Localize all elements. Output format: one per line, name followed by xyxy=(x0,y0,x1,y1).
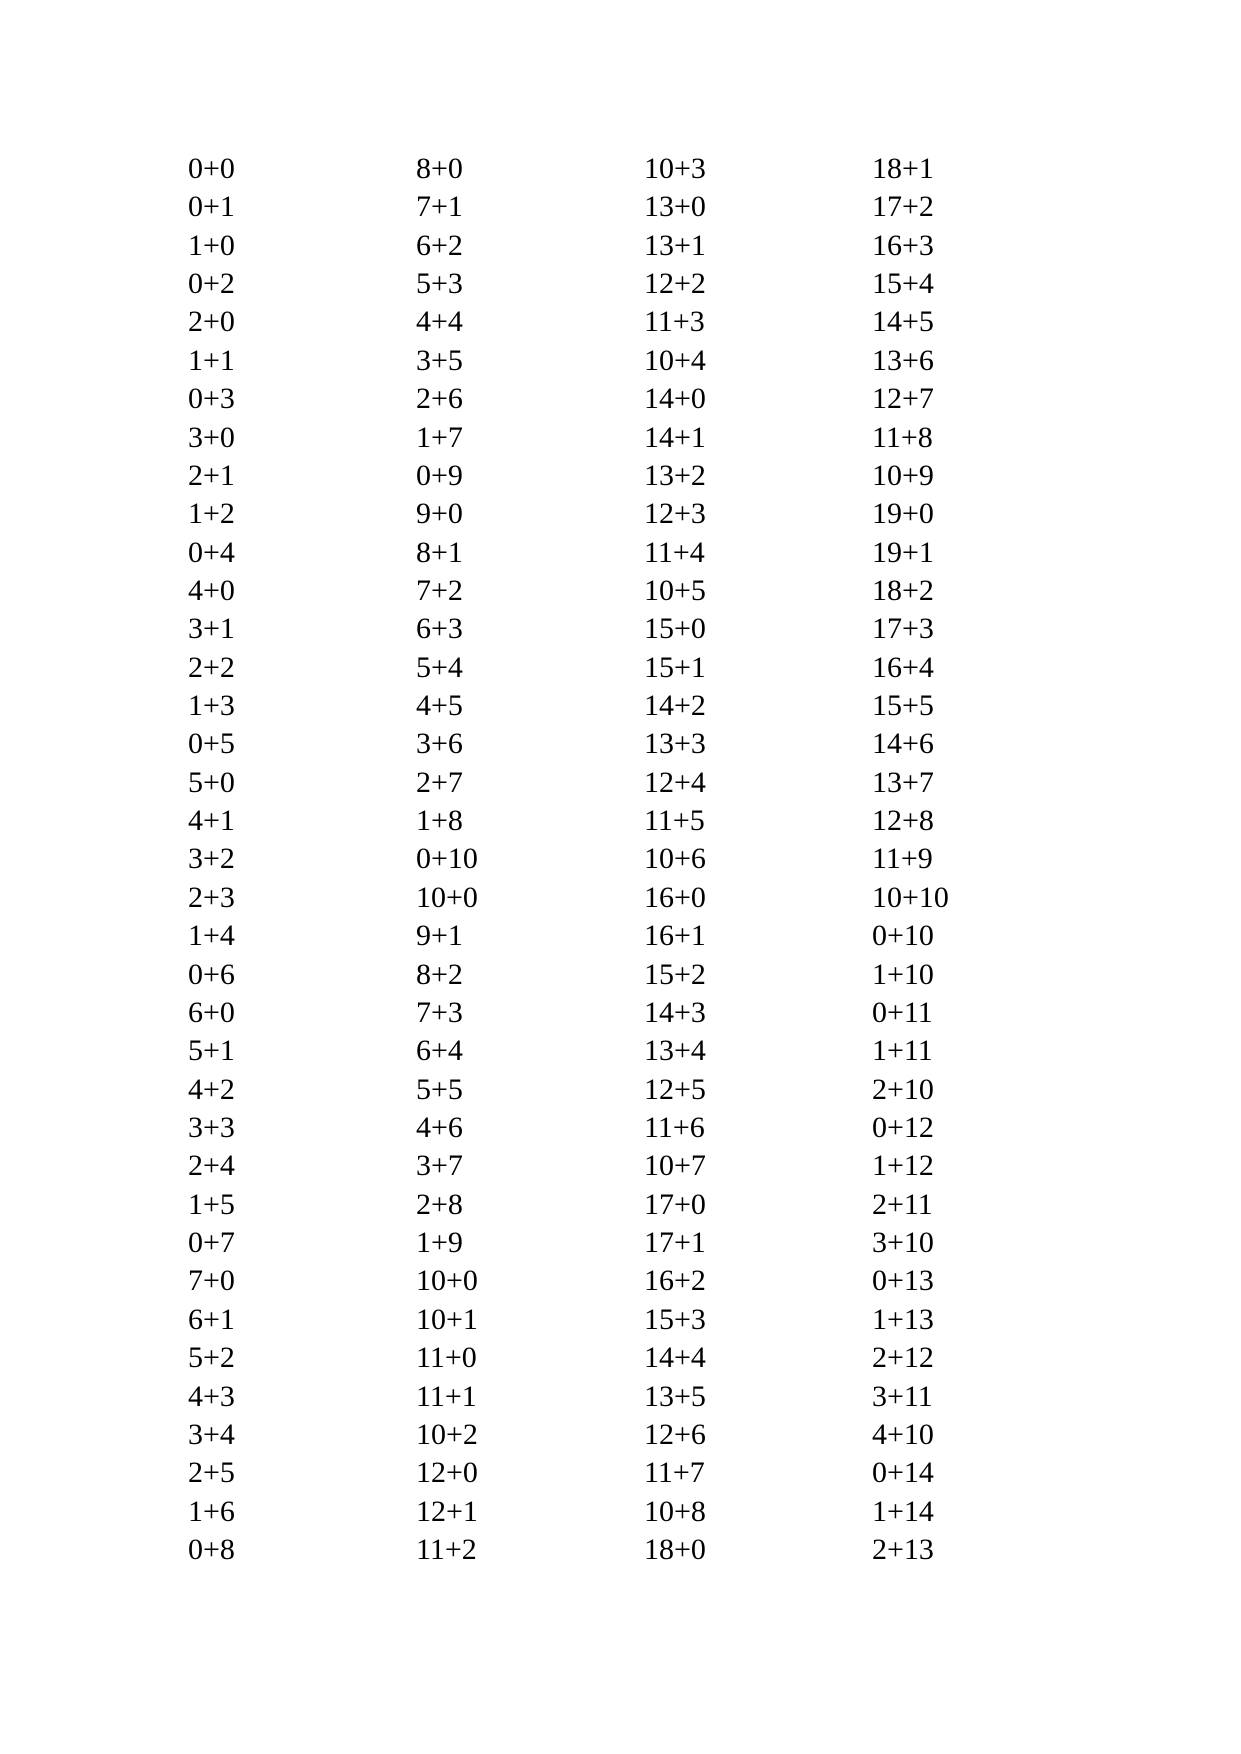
addition-problem: 6+2 xyxy=(416,228,463,262)
addition-problem: 7+3 xyxy=(416,995,463,1029)
addition-problem: 11+1 xyxy=(416,1379,477,1413)
addition-problem: 0+11 xyxy=(872,995,933,1029)
addition-problem: 1+9 xyxy=(416,1226,463,1260)
problem-column-4 xyxy=(872,150,1072,1569)
addition-problem: 1+14 xyxy=(872,1494,934,1528)
addition-problem: 0+4 xyxy=(188,535,235,569)
addition-problem: 2+5 xyxy=(188,1456,235,1490)
addition-problem: 0+6 xyxy=(188,957,235,991)
addition-problem: 10+5 xyxy=(644,573,706,607)
addition-problem: 13+0 xyxy=(644,190,706,224)
addition-problem: 10+7 xyxy=(644,1149,706,1183)
addition-problem: 13+6 xyxy=(872,343,934,377)
addition-problem: 10+0 xyxy=(416,1264,478,1298)
addition-problem: 3+11 xyxy=(872,1379,933,1413)
addition-problem: 2+13 xyxy=(872,1532,934,1566)
addition-problem: 1+11 xyxy=(872,1034,933,1068)
addition-problem: 12+7 xyxy=(872,382,934,416)
addition-problem: 2+1 xyxy=(188,458,235,492)
addition-problem: 14+2 xyxy=(644,689,706,723)
addition-problem: 1+13 xyxy=(872,1302,934,1336)
addition-problem: 7+1 xyxy=(416,190,463,224)
addition-problem: 3+10 xyxy=(872,1226,934,1260)
problem-column-2 xyxy=(416,150,616,1569)
addition-problem: 7+2 xyxy=(416,573,463,607)
addition-problem: 16+0 xyxy=(644,880,706,914)
addition-problem: 16+4 xyxy=(872,650,934,684)
addition-problem: 19+0 xyxy=(872,497,934,531)
addition-problem: 12+5 xyxy=(644,1072,706,1106)
addition-problem: 12+4 xyxy=(644,765,706,799)
addition-problem: 14+0 xyxy=(644,382,706,416)
addition-problem: 0+3 xyxy=(188,382,235,416)
addition-problem: 2+3 xyxy=(188,880,235,914)
addition-problem: 9+1 xyxy=(416,919,463,953)
addition-problem: 0+13 xyxy=(872,1264,934,1298)
addition-problem: 2+2 xyxy=(188,650,235,684)
addition-problem: 4+10 xyxy=(872,1417,934,1451)
addition-problem: 2+11 xyxy=(872,1187,933,1221)
addition-problem: 10+10 xyxy=(872,880,949,914)
addition-problem: 0+0 xyxy=(188,152,235,185)
addition-problem: 10+0 xyxy=(416,880,478,914)
addition-problem: 10+4 xyxy=(644,343,706,377)
addition-problem: 11+4 xyxy=(644,535,705,569)
addition-problem: 1+7 xyxy=(416,420,463,454)
addition-problem: 12+3 xyxy=(644,497,706,531)
addition-problem: 3+7 xyxy=(416,1149,463,1183)
addition-problem: 15+3 xyxy=(644,1302,706,1336)
addition-problem: 2+0 xyxy=(188,305,235,339)
addition-problem: 5+1 xyxy=(188,1034,235,1068)
addition-problem: 2+4 xyxy=(188,1149,235,1183)
addition-problem: 11+8 xyxy=(872,420,933,454)
addition-problem: 11+5 xyxy=(644,804,705,838)
addition-problem: 17+3 xyxy=(872,612,934,646)
addition-problem: 1+0 xyxy=(188,228,235,262)
addition-problem: 11+6 xyxy=(644,1110,705,1144)
addition-problem: 7+0 xyxy=(188,1264,235,1298)
addition-problem: 1+1 xyxy=(188,343,235,377)
addition-problem: 1+2 xyxy=(188,497,235,531)
addition-problem: 15+2 xyxy=(644,957,706,991)
addition-problem: 11+7 xyxy=(644,1456,705,1490)
addition-problem: 13+4 xyxy=(644,1034,706,1068)
addition-problem: 16+1 xyxy=(644,919,706,953)
addition-problem: 4+3 xyxy=(188,1379,235,1413)
addition-problem: 4+5 xyxy=(416,689,463,723)
addition-problem: 3+4 xyxy=(188,1417,235,1451)
addition-problem: 13+3 xyxy=(644,727,706,761)
addition-problem: 6+1 xyxy=(188,1302,235,1336)
addition-problem: 3+6 xyxy=(416,727,463,761)
addition-problem: 1+3 xyxy=(188,689,235,723)
addition-problem: 10+3 xyxy=(644,152,706,185)
addition-problem: 6+4 xyxy=(416,1034,463,1068)
addition-problem: 13+7 xyxy=(872,765,934,799)
addition-problem: 3+0 xyxy=(188,420,235,454)
addition-problem: 1+12 xyxy=(872,1149,934,1183)
addition-problem: 3+3 xyxy=(188,1110,235,1144)
addition-problem: 11+9 xyxy=(872,842,933,876)
addition-problem: 0+8 xyxy=(188,1532,235,1566)
addition-problem: 19+1 xyxy=(872,535,934,569)
addition-problem: 1+4 xyxy=(188,919,235,953)
addition-problem: 18+0 xyxy=(644,1532,706,1566)
addition-problem: 2+6 xyxy=(416,382,463,416)
addition-problem: 12+0 xyxy=(416,1456,478,1490)
addition-problem: 13+5 xyxy=(644,1379,706,1413)
addition-problem: 10+1 xyxy=(416,1302,478,1336)
addition-problem: 5+3 xyxy=(416,267,463,301)
addition-problem: 0+1 xyxy=(188,190,235,224)
addition-problem: 15+5 xyxy=(872,689,934,723)
addition-problem: 5+4 xyxy=(416,650,463,684)
addition-problem: 11+2 xyxy=(416,1532,477,1566)
addition-problem: 17+0 xyxy=(644,1187,706,1221)
addition-problem: 14+3 xyxy=(644,995,706,1029)
problem-column-3 xyxy=(644,150,844,1569)
addition-problem: 11+0 xyxy=(416,1341,477,1375)
addition-problem: 16+3 xyxy=(872,228,934,262)
addition-problem: 4+2 xyxy=(188,1072,235,1106)
addition-problem: 16+2 xyxy=(644,1264,706,1298)
addition-problem: 12+6 xyxy=(644,1417,706,1451)
addition-problem: 14+5 xyxy=(872,305,934,339)
addition-problem: 5+5 xyxy=(416,1072,463,1106)
addition-problem: 0+14 xyxy=(872,1456,934,1490)
addition-problem: 0+10 xyxy=(872,919,934,953)
addition-problem: 10+9 xyxy=(872,458,934,492)
addition-problem: 0+2 xyxy=(188,267,235,301)
addition-problem: 13+2 xyxy=(644,458,706,492)
addition-problem: 15+1 xyxy=(644,650,706,684)
addition-problem: 8+2 xyxy=(416,957,463,991)
addition-problem: 10+2 xyxy=(416,1417,478,1451)
addition-problem: 14+6 xyxy=(872,727,934,761)
addition-problem: 13+1 xyxy=(644,228,706,262)
addition-problem: 9+0 xyxy=(416,497,463,531)
addition-problem: 0+7 xyxy=(188,1226,235,1260)
addition-problem: 6+3 xyxy=(416,612,463,646)
addition-problem: 15+0 xyxy=(644,612,706,646)
addition-problem: 12+8 xyxy=(872,804,934,838)
addition-problem: 18+2 xyxy=(872,573,934,607)
addition-problem: 4+6 xyxy=(416,1110,463,1144)
addition-problem: 3+1 xyxy=(188,612,235,646)
addition-problem: 4+4 xyxy=(416,305,463,339)
addition-problem: 1+5 xyxy=(188,1187,235,1221)
addition-problem: 17+2 xyxy=(872,190,934,224)
addition-problem: 12+1 xyxy=(416,1494,478,1528)
addition-problem: 10+6 xyxy=(644,842,706,876)
addition-problem: 17+1 xyxy=(644,1226,706,1260)
addition-problem: 0+12 xyxy=(872,1110,934,1144)
addition-problem: 3+2 xyxy=(188,842,235,876)
addition-problem: 4+1 xyxy=(188,804,235,838)
addition-problem: 1+6 xyxy=(188,1494,235,1528)
addition-problem: 15+4 xyxy=(872,267,934,301)
addition-problem: 0+9 xyxy=(416,458,463,492)
problem-column-1 xyxy=(188,150,388,1569)
addition-problem: 5+0 xyxy=(188,765,235,799)
addition-problem: 3+5 xyxy=(416,343,463,377)
addition-problem: 2+8 xyxy=(416,1187,463,1221)
addition-problem: 11+3 xyxy=(644,305,705,339)
addition-problem: 4+0 xyxy=(188,573,235,607)
addition-problem: 0+5 xyxy=(188,727,235,761)
addition-problem: 8+0 xyxy=(416,152,463,185)
addition-problem: 5+2 xyxy=(188,1341,235,1375)
addition-problem: 2+12 xyxy=(872,1341,934,1375)
addition-problem: 0+10 xyxy=(416,842,478,876)
addition-problem: 14+1 xyxy=(644,420,706,454)
addition-problem: 6+0 xyxy=(188,995,235,1029)
addition-problem: 14+4 xyxy=(644,1341,706,1375)
addition-problem: 2+7 xyxy=(416,765,463,799)
addition-problem: 8+1 xyxy=(416,535,463,569)
addition-problem: 1+8 xyxy=(416,804,463,838)
addition-problem: 2+10 xyxy=(872,1072,934,1106)
addition-problem: 10+8 xyxy=(644,1494,706,1528)
addition-problem: 1+10 xyxy=(872,957,934,991)
addition-problem: 18+1 xyxy=(872,152,934,185)
addition-problem: 12+2 xyxy=(644,267,706,301)
